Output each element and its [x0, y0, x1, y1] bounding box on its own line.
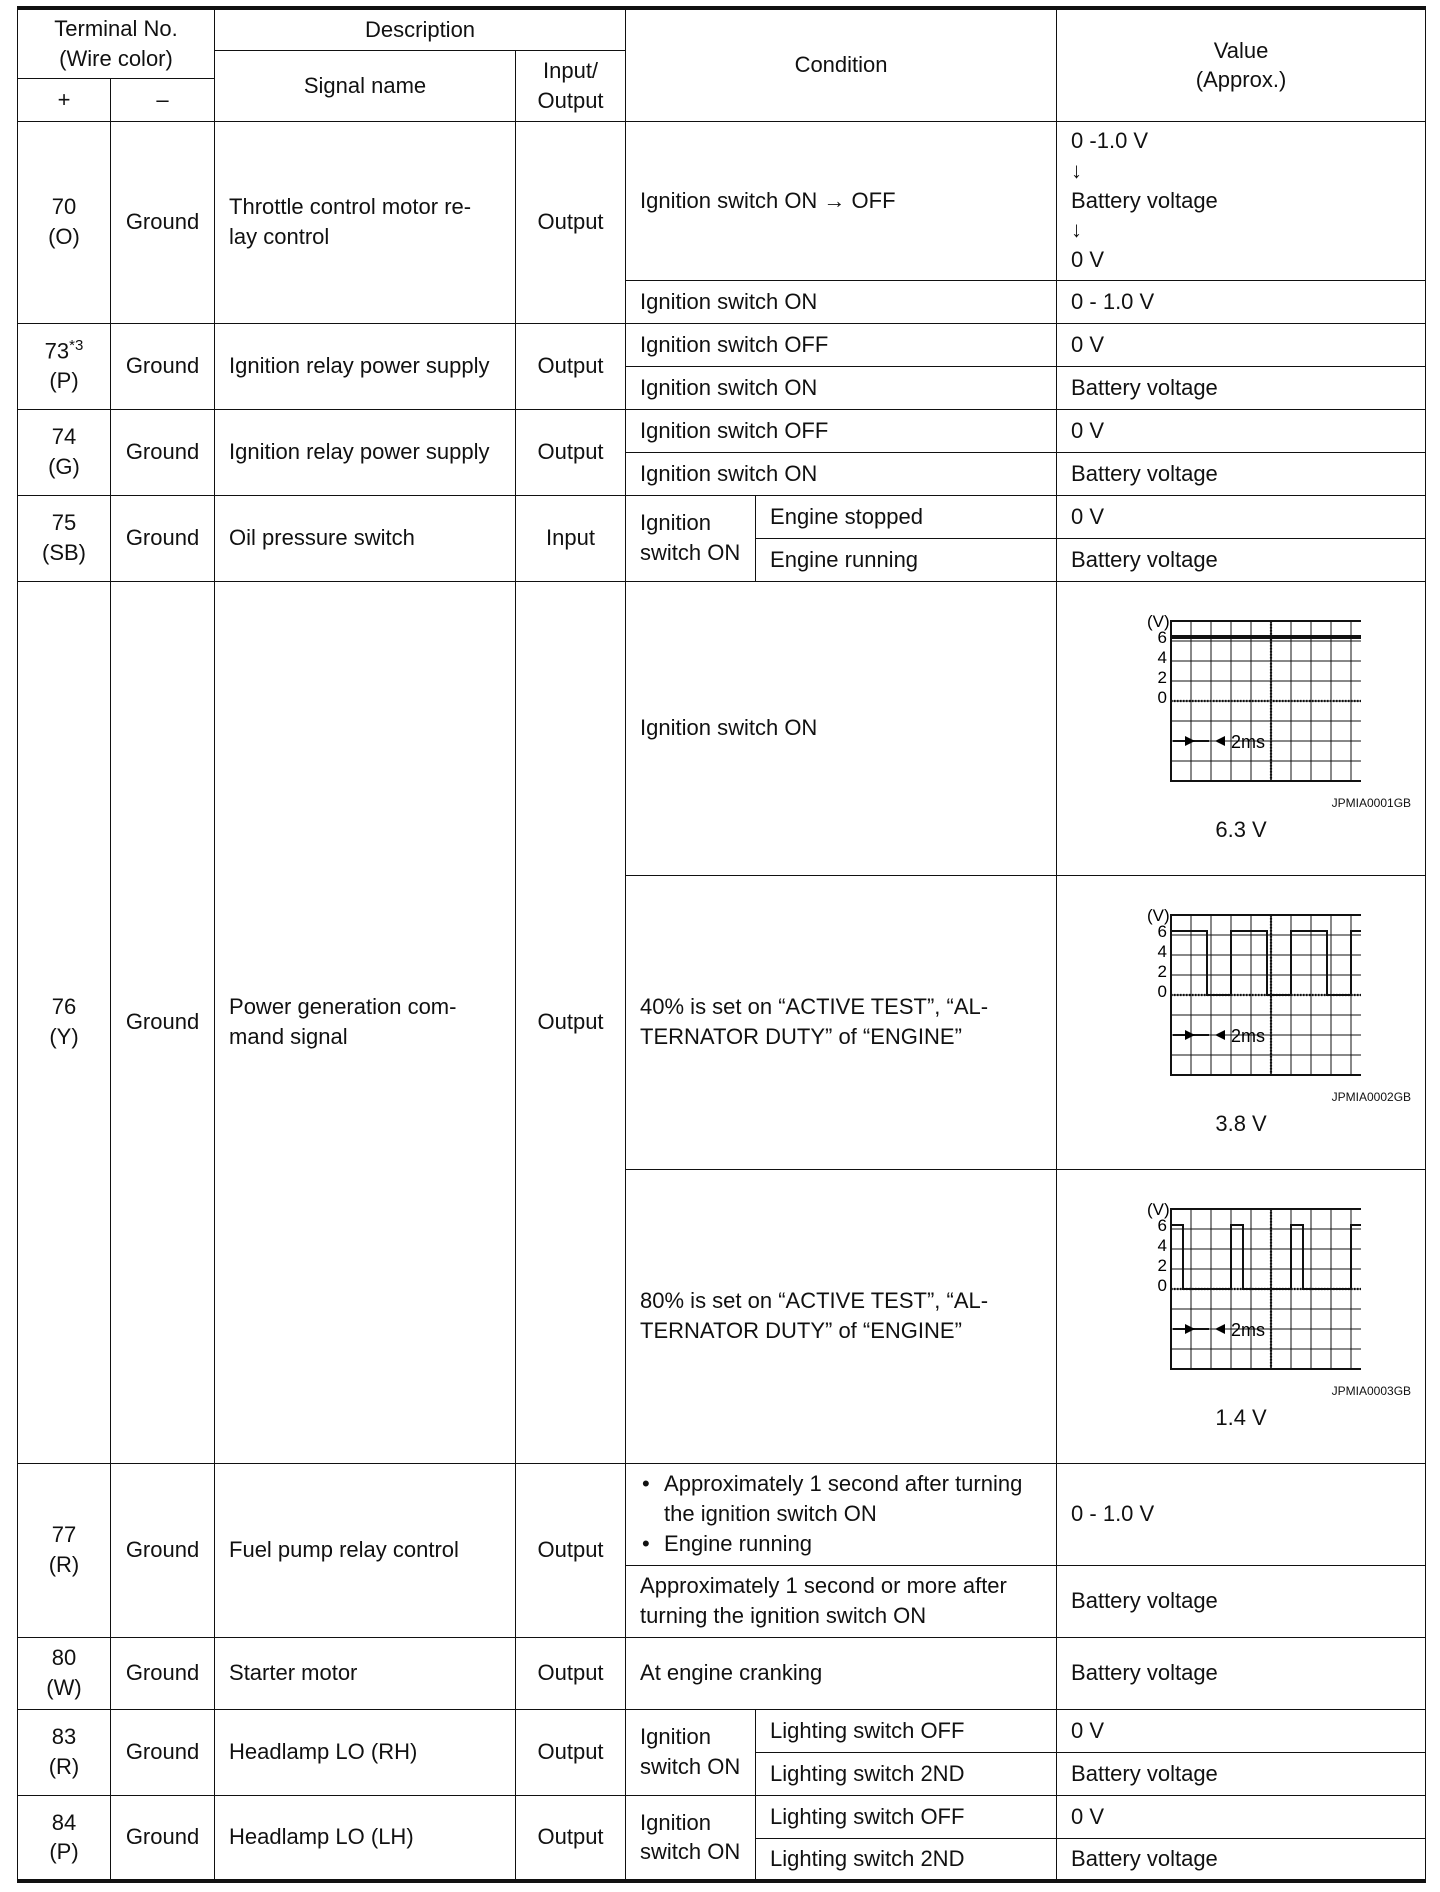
condition-cell: Ignition switch OFF: [626, 409, 1057, 452]
scope-time-label: 2ms: [1231, 1026, 1266, 1047]
scope-tick-label: 6: [1157, 922, 1168, 942]
waveform-cell: [1057, 581, 1426, 875]
oscilloscope-waveform-2: [1121, 905, 1361, 1085]
ground-cell: Ground: [111, 581, 215, 1463]
table-row: [18, 1463, 1426, 1565]
header-minus: –: [111, 78, 215, 121]
io-cell: Input: [516, 495, 626, 581]
value-cell: 0 V: [1057, 1795, 1426, 1838]
scope-tick-label: 6: [1157, 1216, 1168, 1236]
scope-unit-label: (V): [1147, 1200, 1170, 1220]
figure-code: JPMIA0001GB: [1331, 796, 1412, 811]
scope-unit-label: (V): [1147, 612, 1170, 632]
value-cell: Battery voltage: [1057, 1565, 1426, 1637]
scope-tick-label: 0: [1157, 1276, 1168, 1296]
io-cell: Output: [516, 1463, 626, 1637]
condition-sub-cell: Lighting switch OFF: [756, 1709, 1057, 1752]
signal-cell: Starter motor: [215, 1637, 516, 1709]
signal-cell: Power generation com- mand signal: [215, 581, 516, 1463]
condition-sub-cell: Engine running: [756, 538, 1057, 581]
waveform-value: 1.4 V: [1215, 1405, 1267, 1431]
table-row: [18, 581, 1426, 875]
table-row: [18, 1637, 1426, 1709]
footnote-mark: *3: [69, 337, 84, 355]
condition-sub-cell: Lighting switch 2ND: [756, 1838, 1057, 1881]
header-signal-name: Signal name: [215, 50, 516, 121]
condition-cell: Ignition switch OFF: [626, 323, 1057, 366]
value-cell: Battery voltage: [1057, 452, 1426, 495]
header-io: Input/ Output: [516, 50, 626, 121]
signal-cell: Fuel pump relay control: [215, 1463, 516, 1637]
io-cell: Output: [516, 1795, 626, 1881]
waveform-cell: [1057, 1169, 1426, 1463]
signal-cell: Headlamp LO (RH): [215, 1709, 516, 1795]
io-cell: Output: [516, 323, 626, 409]
scope-tick-label: 6: [1157, 628, 1168, 648]
waveform-value: 6.3 V: [1215, 817, 1267, 843]
header-condition: Condition: [626, 8, 1057, 121]
terminal-cell: 77 (R): [18, 1463, 111, 1637]
scope-tick-label: 4: [1157, 648, 1168, 668]
ground-cell: Ground: [111, 323, 215, 409]
ground-cell: Ground: [111, 495, 215, 581]
table-row: [18, 323, 1426, 366]
scope-tick-label: 2: [1157, 962, 1168, 982]
table-row: [18, 121, 1426, 280]
list-item: • Approximately 1 second after turning the ignition switch ON: [640, 1469, 1042, 1528]
signal-cell: Throttle control motor re- lay control: [215, 121, 516, 323]
scope-tick-label: 4: [1157, 942, 1168, 962]
scope-time-label: 2ms: [1231, 1320, 1266, 1341]
signal-cell: Headlamp LO (LH): [215, 1795, 516, 1881]
signal-cell: Ignition relay power supply: [215, 409, 516, 495]
terminal-cell: 84 (P): [18, 1795, 111, 1881]
scope-tick-label: 0: [1157, 982, 1168, 1002]
value-cell: Battery voltage: [1057, 538, 1426, 581]
value-cell: Battery voltage: [1057, 366, 1426, 409]
header-value: Value (Approx.): [1057, 8, 1426, 121]
value-cell: 0 V: [1057, 409, 1426, 452]
ground-cell: Ground: [111, 1795, 215, 1881]
scope-2: [1071, 899, 1411, 1139]
terminal-cell: 74 (G): [18, 409, 111, 495]
figure-code: JPMIA0002GB: [1331, 1090, 1412, 1105]
terminal-cell: 80 (W): [18, 1637, 111, 1709]
terminal-number: 73: [44, 338, 70, 364]
scope-tick-label: 0: [1157, 688, 1168, 708]
table-row: [18, 409, 1426, 452]
scope-tick-label: 2: [1157, 1256, 1168, 1276]
condition-cell: Ignition switch ON: [626, 452, 1057, 495]
ground-cell: Ground: [111, 1463, 215, 1637]
signal-cell: Oil pressure switch: [215, 495, 516, 581]
condition-cell: Ignition switch ON → OFF: [626, 121, 1057, 280]
value-cell: Battery voltage: [1057, 1838, 1426, 1881]
ground-cell: Ground: [111, 121, 215, 323]
terminal-cell: [18, 323, 111, 409]
waveform-cell: [1057, 875, 1426, 1169]
condition-main-cell: Ignition switch ON: [626, 1709, 756, 1795]
io-cell: Output: [516, 409, 626, 495]
condition-cell: At engine cranking: [626, 1637, 1057, 1709]
io-cell: Output: [516, 1637, 626, 1709]
value-cell: 0 V: [1057, 323, 1426, 366]
scope-3: [1071, 1193, 1411, 1433]
condition-cell: Ignition switch ON: [626, 280, 1057, 323]
oscilloscope-waveform-3: [1121, 1199, 1361, 1379]
condition-cell: Approximately 1 second or more after turning the ignition switch ON: [626, 1565, 1057, 1637]
io-cell: Output: [516, 581, 626, 1463]
signal-cell: Ignition relay power supply: [215, 323, 516, 409]
figure-code: JPMIA0003GB: [1331, 1384, 1412, 1399]
value-cell: 0 - 1.0 V: [1057, 1463, 1426, 1565]
table-row: [18, 1709, 1426, 1752]
ground-cell: Ground: [111, 409, 215, 495]
condition-main-cell: Ignition switch ON: [626, 1795, 756, 1881]
condition-cell: 80% is set on “ACTIVE TEST”, “AL- TERNATOR DUTY” of “ENGINE”: [626, 1169, 1057, 1463]
terminal-color: (P): [49, 368, 79, 394]
value-cell: 0 V: [1057, 495, 1426, 538]
scope-time-label: 2ms: [1231, 732, 1266, 753]
io-cell: Output: [516, 1709, 626, 1795]
condition-cell: Ignition switch ON: [626, 366, 1057, 409]
list-item: • Engine running: [640, 1529, 1042, 1559]
value-cell: 0 - 1.0 V: [1057, 280, 1426, 323]
condition-main-cell: Ignition switch ON: [626, 495, 756, 581]
condition-cell: 40% is set on “ACTIVE TEST”, “AL- TERNATOR DUTY” of “ENGINE”: [626, 875, 1057, 1169]
header-description: Description: [215, 8, 626, 50]
oscilloscope-waveform-1: [1121, 611, 1361, 791]
waveform-value: 3.8 V: [1215, 1111, 1267, 1137]
scope-unit-label: (V): [1147, 906, 1170, 926]
ground-cell: Ground: [111, 1637, 215, 1709]
table-row: [18, 495, 1426, 538]
condition-cell: Ignition switch ON: [626, 581, 1057, 875]
terminal-cell: 70 (O): [18, 121, 111, 323]
terminal-cell: 75 (SB): [18, 495, 111, 581]
value-cell: Battery voltage: [1057, 1637, 1426, 1709]
scope-tick-label: 2: [1157, 668, 1168, 688]
condition-sub-cell: Lighting switch 2ND: [756, 1752, 1057, 1795]
condition-sub-cell: Engine stopped: [756, 495, 1057, 538]
condition-bullet-list: [640, 1469, 1042, 1558]
header-plus: +: [18, 78, 111, 121]
io-cell: Output: [516, 121, 626, 323]
condition-sub-cell: Lighting switch OFF: [756, 1795, 1057, 1838]
table-row: [18, 1795, 1426, 1838]
scope-1: [1071, 605, 1411, 845]
header-terminal: Terminal No. (Wire color): [18, 8, 215, 78]
ground-cell: Ground: [111, 1709, 215, 1795]
value-cell: Battery voltage: [1057, 1752, 1426, 1795]
value-cell: 0 -1.0 V ↓ Battery voltage ↓ 0 V: [1057, 121, 1426, 280]
terminal-table: [17, 6, 1426, 1883]
value-cell: 0 V: [1057, 1709, 1426, 1752]
terminal-cell: 83 (R): [18, 1709, 111, 1795]
terminal-cell: 76 (Y): [18, 581, 111, 1463]
scope-tick-label: 4: [1157, 1236, 1168, 1256]
condition-cell: [626, 1463, 1057, 1565]
